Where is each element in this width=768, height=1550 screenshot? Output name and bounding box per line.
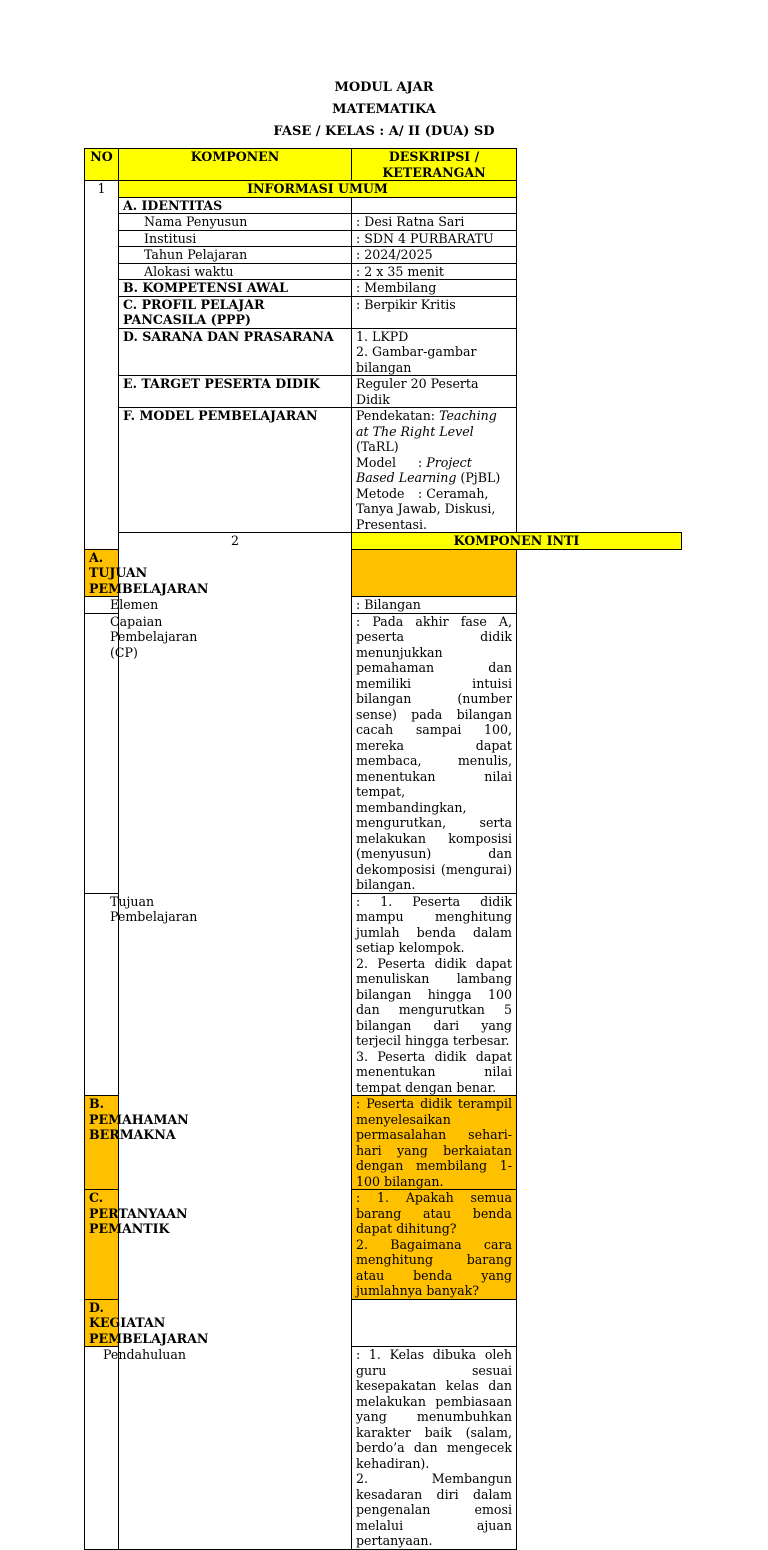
tujuan-item: : 1. Peserta didik mampu menghitung jumlah benda dalam setiap kelompok. — [356, 893, 512, 955]
metode-line — [356, 486, 512, 533]
sarana-item: 2. Gambar-gambar bilangan — [356, 344, 477, 375]
row-value — [352, 1190, 517, 1300]
table-header-row — [85, 149, 682, 181]
table-row — [85, 408, 682, 533]
row-value: Reguler 20 Peserta Didik — [352, 376, 517, 408]
row-value — [352, 408, 517, 533]
row-label: B. KOMPETENSI AWAL — [119, 280, 352, 297]
row-label: Elemen — [85, 597, 119, 614]
subsection-heading: A. TUJUAN PEMBELAJARAN — [85, 549, 119, 597]
row-label: C. PROFIL PELAJAR PANCASILA (PPP) — [119, 296, 352, 328]
section-heading: KOMPONEN INTI — [352, 533, 682, 550]
row-value: : Peserta didik terampil menyelesaikan permasalahan sehari-hari yang berkaiatan dengan membilang 1-100 bilangan. — [352, 1096, 517, 1190]
table-row — [85, 376, 682, 408]
table-row — [85, 328, 682, 376]
row-value — [352, 1347, 517, 1550]
document-subject: MATEMATIKA — [332, 102, 436, 117]
table-row — [85, 263, 682, 280]
document-title: MODUL AJAR — [334, 80, 434, 95]
row-label: Tahun Pelajaran — [119, 247, 352, 264]
section-number: 2 — [119, 533, 352, 1550]
pertanyaan-item: : 1. Apakah semua barang atau benda dapat dihitung? — [356, 1190, 512, 1236]
row-label: C. PERTANYAAN PEMANTIK — [85, 1190, 119, 1300]
row-label: F. MODEL PEMBELAJARAN — [119, 408, 352, 533]
column-header-no: NO — [85, 149, 119, 181]
empty-cell — [352, 1299, 517, 1347]
row-label: Tujuan Pembelajaran — [85, 893, 119, 1096]
model-sep: : — [418, 454, 427, 470]
metode-prefix: Metode — [356, 485, 405, 501]
row-label: E. TARGET PESERTA DIDIK — [119, 376, 352, 408]
row-label: B. PEMAHAMAN BERMAKNA — [85, 1096, 119, 1190]
tujuan-item: 2. Peserta didik dapat menuliskan lambang bilangan hingga 100 dan mengurutkan 5 bilangan dari yang terjecil hingga terbesar. — [356, 955, 512, 1048]
row-value — [352, 328, 517, 376]
table-row — [85, 296, 682, 328]
row-value: : Membilang — [352, 280, 517, 297]
column-header-description: DESKRIPSI / KETERANGAN — [352, 149, 517, 181]
pertanyaan-item: 2. Bagaimana cara menghitung barang atau benda yang jumlahnya banyak? — [356, 1236, 512, 1298]
row-label: D. SARANA DAN PRASARANA — [119, 328, 352, 376]
model-name: Project Based Learning — [356, 454, 472, 485]
module-table — [84, 148, 682, 1550]
row-value — [352, 893, 517, 1096]
row-label: Capaian Pembelajaran (CP) — [85, 613, 119, 893]
table-row — [85, 197, 682, 214]
row-label: Institusi — [119, 230, 352, 247]
row-value: : Pada akhir fase A, peserta didik menunjukkan pemahaman dan memiliki intuisi bilangan (number sense) pada bilangan cacah sampai 100, mereka dapat membaca, menulis, menentukan nilai tempat, membandingkan, mengurutkan, serta melakukan komposisi (menyusun) dan dekomposisi (mengurai) bilangan. — [352, 613, 517, 893]
document-title-block — [0, 78, 768, 144]
row-value: : 2024/2025 — [352, 247, 517, 264]
row-value: : Desi Ratna Sari — [352, 214, 517, 231]
table-row — [85, 230, 682, 247]
subsection-heading: A. IDENTITAS — [119, 197, 352, 214]
model-prefix: Model — [356, 454, 397, 470]
pendekatan-suffix: (TaRL) — [356, 439, 399, 454]
pendekatan-name: Teaching at The Right Level — [356, 408, 497, 439]
empty-cell — [352, 197, 517, 214]
pendahuluan-item: 2. Membangun kesadaran diri dalam pengenalan emosi melalui ajuan pertanyaan. — [356, 1471, 512, 1548]
section-number: 1 — [85, 181, 119, 550]
row-label: Nama Penyusun — [119, 214, 352, 231]
section-heading: INFORMASI UMUM — [119, 181, 517, 198]
metode-value: : Ceramah, Tanya Jawab, Diskusi, Presentasi. — [356, 485, 496, 532]
table-row — [85, 533, 682, 550]
row-value: : SDN 4 PURBARATU — [352, 230, 517, 247]
row-label: Pendahuluan — [85, 1347, 119, 1550]
row-value: : 2 x 35 menit — [352, 263, 517, 280]
pendahuluan-item: : 1. Kelas dibuka oleh guru sesuai kesepakatan kelas dan melakukan pembiasaan yang menumbuhkan karakter baik (salam, berdo’a dan mengecek kehadiran). — [356, 1347, 512, 1471]
row-value: : Bilangan — [352, 597, 517, 614]
empty-cell — [352, 549, 517, 597]
document-phase: FASE / KELAS : A/ II (DUA) SD — [273, 124, 495, 139]
table-row — [85, 280, 682, 297]
pendekatan-prefix: Pendekatan: — [356, 408, 440, 423]
model-suffix: (PjBL) — [456, 470, 501, 485]
subsection-heading: D. KEGIATAN PEMBELAJARAN — [85, 1299, 119, 1347]
model-line — [356, 455, 512, 486]
pendekatan-line — [356, 408, 512, 455]
row-value: : Berpikir Kritis — [352, 296, 517, 328]
column-header-component: KOMPONEN — [119, 149, 352, 181]
table-row — [85, 214, 682, 231]
sarana-item: 1. LKPD — [356, 328, 409, 344]
row-label: Alokasi waktu — [119, 263, 352, 280]
tujuan-item: 3. Peserta didik dapat menentukan nilai tempat dengan benar. — [356, 1048, 512, 1095]
table-row — [85, 181, 682, 198]
table-row — [85, 247, 682, 264]
